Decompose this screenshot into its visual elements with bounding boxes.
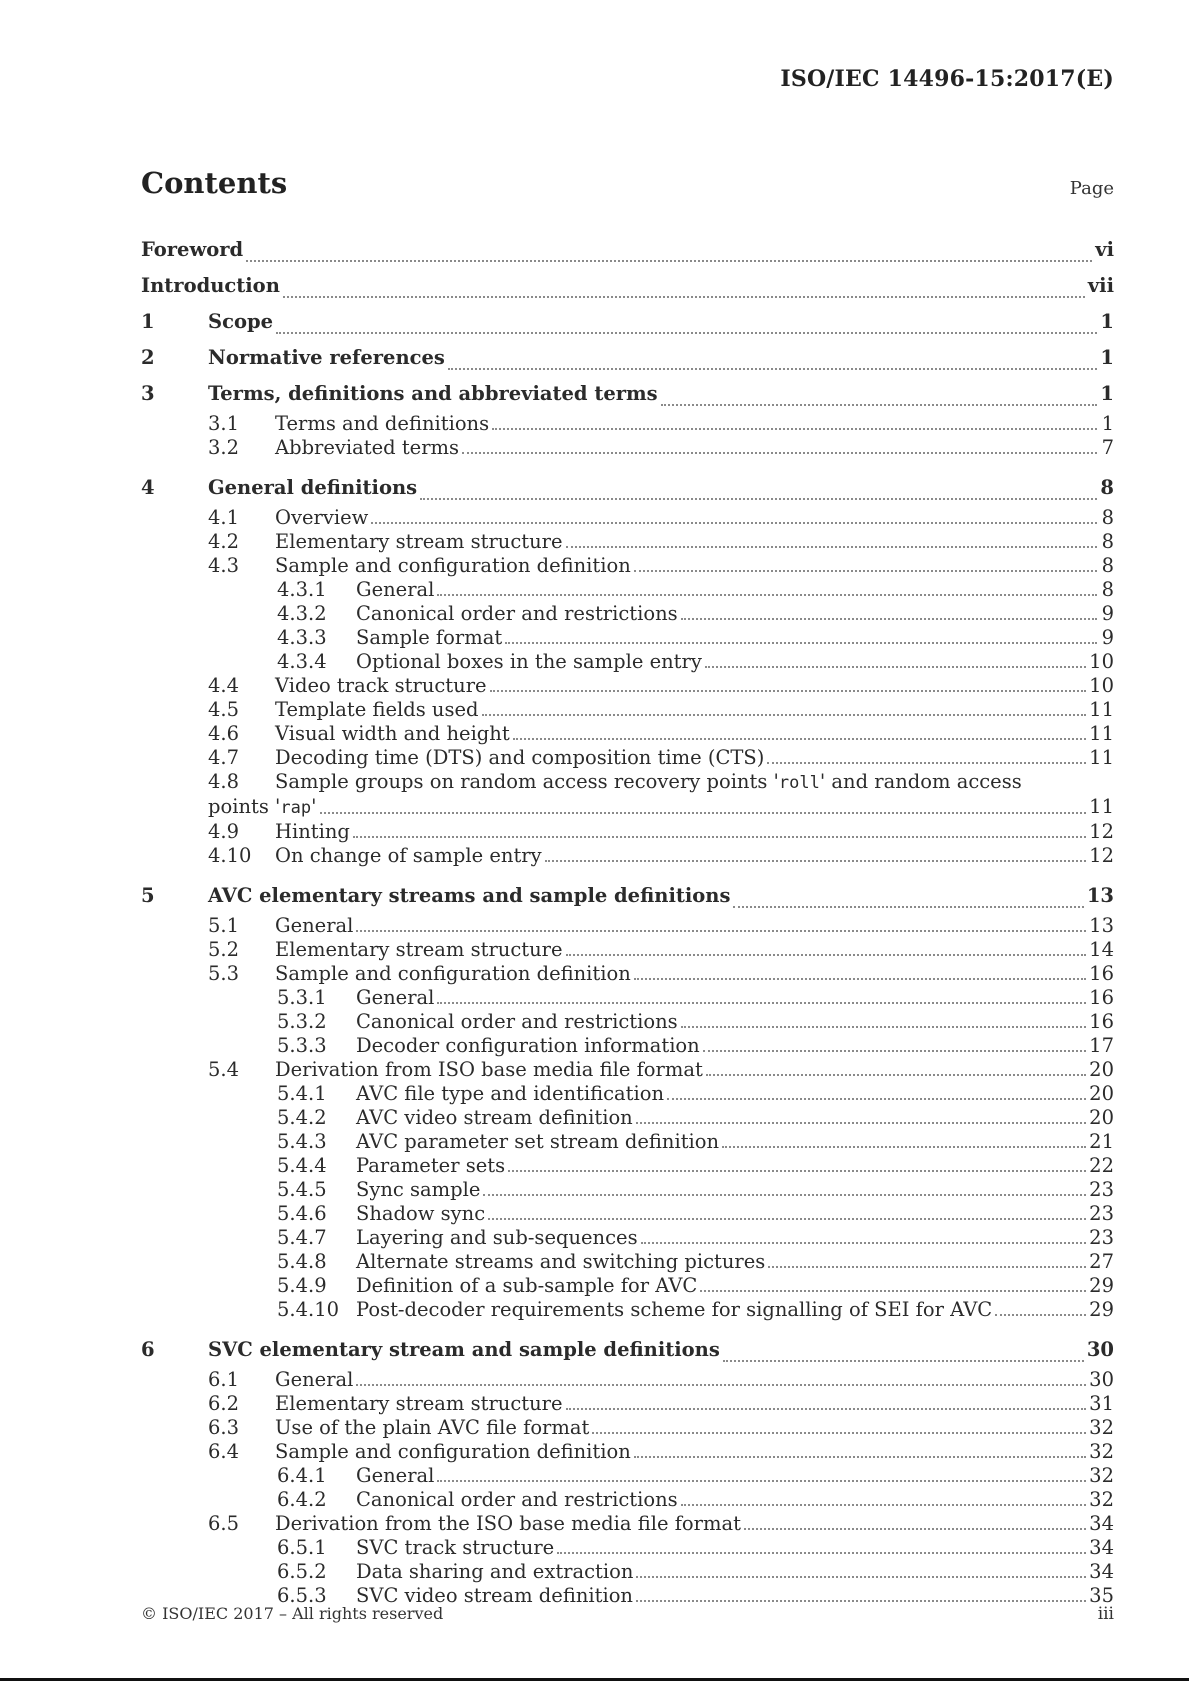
dot-leader	[492, 427, 1097, 430]
toc-entry-title: AVC elementary streams and sample definitions	[208, 884, 731, 907]
toc-entry-number: 4.2	[208, 530, 240, 553]
toc-entry-number: 6.5.1	[277, 1536, 327, 1559]
toc-entry-page: 30	[1089, 1368, 1114, 1391]
toc-entry-number: 5.3.3	[277, 1034, 327, 1057]
toc-entry-title: Data sharing and extraction	[356, 1560, 634, 1583]
toc-entry-title: Sample format	[356, 626, 503, 649]
toc-entry-page: 20	[1089, 1058, 1114, 1081]
dot-leader	[592, 1431, 1086, 1434]
toc-entry-4-9[interactable]	[141, 820, 1114, 844]
toc-entry-1[interactable]	[141, 304, 1114, 340]
dot-leader	[437, 593, 1097, 596]
toc-entry-number: 5.4.1	[277, 1082, 327, 1105]
toc-entry-5-3[interactable]	[141, 962, 1114, 986]
dot-leader	[566, 545, 1097, 548]
toc-entry-page: 10	[1089, 674, 1114, 697]
toc-entry-number: 6.3	[208, 1416, 240, 1439]
dot-leader	[490, 689, 1087, 692]
toc-entry-4-7[interactable]	[141, 746, 1114, 770]
toc-entry-number: 1	[141, 310, 155, 333]
toc-entry-3-1[interactable]	[141, 412, 1114, 436]
toc-entry-page: 30	[1086, 1338, 1114, 1361]
toc-entry-title: AVC file type and identification	[356, 1082, 665, 1105]
toc-entry-title: Scope	[208, 310, 274, 333]
toc-entry-title: General	[275, 914, 354, 937]
dot-leader	[505, 641, 1097, 644]
toc-entry-title: SVC elementary stream and sample definitions	[208, 1338, 720, 1361]
toc-entry-page: vi	[1095, 238, 1114, 261]
toc-entry-number: 5.2	[208, 938, 240, 961]
toc-entry-number: 5.1	[208, 914, 240, 937]
dot-leader	[744, 1527, 1086, 1530]
toc-entry-5-4-9[interactable]	[141, 1274, 1114, 1298]
toc-entry-title: Use of the plain AVC file format	[275, 1416, 590, 1439]
dot-leader	[733, 905, 1083, 908]
toc-entry-page: 1	[1100, 346, 1114, 369]
dot-leader	[681, 617, 1097, 620]
toc-entry-5-4[interactable]	[141, 1058, 1114, 1082]
dot-leader	[488, 1217, 1086, 1220]
toc-entry-number: 4.6	[208, 722, 240, 745]
toc-entry-number: 5	[141, 884, 155, 907]
toc-entry-page: 13	[1086, 884, 1114, 907]
dot-leader	[634, 1455, 1086, 1458]
dot-leader	[636, 1599, 1086, 1602]
toc-entry-title: Optional boxes in the sample entry	[356, 650, 702, 673]
toc-entry-4[interactable]	[141, 470, 1114, 506]
toc-entry-title: Terms and definitions	[275, 412, 490, 435]
toc-entry-6-4[interactable]	[141, 1440, 1114, 1464]
toc-entry-number: 5.4.2	[277, 1106, 327, 1129]
dot-leader	[437, 1479, 1086, 1482]
toc-entry-title-text: ' and random access	[819, 770, 1022, 793]
toc-entry-number: 3.1	[208, 412, 240, 435]
toc-entry-title: General definitions	[208, 476, 418, 499]
page-column-label: Page	[1069, 178, 1114, 199]
toc-entry-4-10[interactable]	[141, 844, 1114, 868]
toc-entry-page: 34	[1089, 1536, 1114, 1559]
code-roll: roll	[778, 773, 820, 793]
toc-entry-title: Sample and configuration definition	[275, 962, 631, 985]
toc-entry-title: Alternate streams and switching pictures	[356, 1250, 766, 1273]
toc-entry-number: 5.4.4	[277, 1154, 327, 1177]
toc-entry-page: 8	[1100, 476, 1114, 499]
toc-entry-number: 4.5	[208, 698, 240, 721]
toc-entry-title: Canonical order and restrictions	[356, 1010, 678, 1033]
toc-entry-page: 12	[1089, 820, 1114, 843]
toc-entry-number: 6.1	[208, 1368, 240, 1391]
toc-entry-5-4-6[interactable]	[141, 1202, 1114, 1226]
toc-entry-title: Post-decoder requirements scheme for signalling of SEI for AVC	[356, 1298, 993, 1321]
toc-entry-title: Parameter sets	[356, 1154, 506, 1177]
toc-entry-6-3[interactable]	[141, 1416, 1114, 1440]
toc-entry-number: 4.10	[208, 844, 252, 867]
toc-entry-number: 6.5.2	[277, 1560, 327, 1583]
dot-leader	[246, 259, 1092, 262]
toc-entry-page: 16	[1089, 986, 1114, 1009]
toc-entry-page: 16	[1089, 1010, 1114, 1033]
toc-entry-5-1[interactable]	[141, 914, 1114, 938]
toc-entry-title: Template fields used	[275, 698, 479, 721]
toc-entry-number: 5.3.1	[277, 986, 327, 1009]
toc-entry-title: Elementary stream structure	[275, 530, 563, 553]
toc-entry-title: Decoder configuration information	[356, 1034, 700, 1057]
toc-entry-4-3-2[interactable]	[141, 602, 1114, 626]
dot-leader	[703, 1049, 1086, 1052]
toc-entry-number: 4.3.4	[277, 650, 327, 673]
toc-entry-page: 29	[1089, 1298, 1114, 1321]
dot-leader	[356, 1383, 1086, 1386]
toc-entry-title: Normative references	[208, 346, 445, 369]
toc-entry-title: General	[356, 578, 435, 601]
toc-entry-page: 20	[1089, 1106, 1114, 1129]
toc-entry-number: 5.4.9	[277, 1274, 327, 1297]
toc-entry-page: 11	[1089, 722, 1114, 745]
toc-entry-5-3-3[interactable]	[141, 1034, 1114, 1058]
toc-entry-4-6[interactable]	[141, 722, 1114, 746]
toc-entry-page: 12	[1089, 844, 1114, 867]
dot-leader	[448, 367, 1097, 370]
dot-leader	[636, 1121, 1086, 1124]
toc-entry-page: 11	[1089, 795, 1114, 818]
toc-entry-title: Elementary stream structure	[275, 1392, 563, 1415]
toc-entry-title: Abbreviated terms	[275, 436, 460, 459]
toc-entry-page: 31	[1089, 1392, 1114, 1415]
toc-entry-6-4-2[interactable]	[141, 1488, 1114, 1512]
toc-entry-page: 1	[1100, 382, 1114, 405]
toc-entry-title: Derivation from the ISO base media file format	[275, 1512, 741, 1535]
toc-entry-title: Elementary stream structure	[275, 938, 563, 961]
toc-entry-number: 5.4	[208, 1058, 240, 1081]
toc-entry-4-8[interactable]	[141, 770, 1114, 820]
dot-leader	[995, 1313, 1086, 1316]
dot-leader	[681, 1025, 1087, 1028]
toc-entry-title: SVC track structure	[356, 1536, 555, 1559]
dot-leader	[353, 835, 1086, 838]
toc-entry-number: 4	[141, 476, 155, 499]
toc-entry-title: General	[356, 1464, 435, 1487]
dot-leader	[681, 1503, 1087, 1506]
toc-entry-2[interactable]	[141, 340, 1114, 376]
page-number: iii	[1097, 1604, 1114, 1624]
page-title: Contents	[141, 166, 288, 200]
toc-entry-title: Introduction	[141, 274, 280, 297]
toc-entry-title-continued	[208, 795, 317, 820]
toc-entry-page: 16	[1089, 962, 1114, 985]
toc-entry-title: Shadow sync	[356, 1202, 486, 1225]
dot-leader	[482, 713, 1087, 716]
toc-entry-page: 23	[1089, 1202, 1114, 1225]
toc-entry-page: 9	[1101, 626, 1114, 649]
toc-entry-page: 11	[1089, 746, 1114, 769]
toc-entry-5-4-10[interactable]	[141, 1298, 1114, 1322]
toc-entry-6-2[interactable]	[141, 1392, 1114, 1416]
toc-entry-title: Sync sample	[356, 1178, 481, 1201]
dot-leader	[462, 451, 1097, 454]
toc-entry-4-3-3[interactable]	[141, 626, 1114, 650]
toc-entry-page: 13	[1089, 914, 1114, 937]
toc-entry-number: 6.2	[208, 1392, 240, 1415]
toc-entry-title: Definition of a sub-sample for AVC	[356, 1274, 698, 1297]
toc-entry-title: Canonical order and restrictions	[356, 602, 678, 625]
toc-entry-4-5[interactable]	[141, 698, 1114, 722]
toc-entry-page: 34	[1089, 1560, 1114, 1583]
toc-entry-page: 32	[1089, 1488, 1114, 1511]
toc-entry-page: 32	[1089, 1440, 1114, 1463]
toc-entry-number: 4.7	[208, 746, 240, 769]
dot-leader	[483, 1193, 1086, 1196]
toc-entry-title-text: '	[311, 795, 317, 818]
toc-entry-4-2[interactable]	[141, 530, 1114, 554]
toc-entry-number: 4.1	[208, 506, 240, 529]
toc-entry-number: 4.8	[208, 770, 240, 793]
toc-entry-title: Layering and sub-sequences	[356, 1226, 638, 1249]
toc-entry-number: 5.3	[208, 962, 240, 985]
toc-entry-page: 10	[1089, 650, 1114, 673]
toc-entry-4-3[interactable]	[141, 554, 1114, 578]
dot-leader	[661, 403, 1097, 406]
toc-entry-number: 6.5	[208, 1512, 240, 1535]
toc-entry-4-3-4[interactable]	[141, 650, 1114, 674]
toc-entry-page: 22	[1089, 1154, 1114, 1177]
toc-entry-number: 5.4.8	[277, 1250, 327, 1273]
dot-leader	[437, 1001, 1086, 1004]
toc-entry-number: 5.4.10	[277, 1298, 340, 1321]
toc-entry-5-4-4[interactable]	[141, 1154, 1114, 1178]
toc-entry-4-4[interactable]	[141, 674, 1114, 698]
toc-entry-5-4-1[interactable]	[141, 1082, 1114, 1106]
toc-entry-title: Sample and configuration definition	[275, 554, 631, 577]
toc-entry-3[interactable]	[141, 376, 1114, 412]
toc-entry-6-5[interactable]	[141, 1512, 1114, 1536]
dot-leader	[508, 1169, 1086, 1172]
toc-entry-number: 5.4.6	[277, 1202, 327, 1225]
toc-entry-number: 5.4.3	[277, 1130, 327, 1153]
dot-leader	[667, 1097, 1086, 1100]
toc-entry-5-3-1[interactable]	[141, 986, 1114, 1010]
toc-entry-introduction[interactable]	[141, 268, 1114, 304]
toc-entry-5-3-2[interactable]	[141, 1010, 1114, 1034]
toc-entry-page: 23	[1089, 1178, 1114, 1201]
dot-leader	[706, 1073, 1086, 1076]
document-id: ISO/IEC 14496-15:2017(E)	[780, 66, 1114, 92]
toc-entry-page: 29	[1089, 1274, 1114, 1297]
toc-entry-title: On change of sample entry	[275, 844, 542, 867]
toc-entry-5-4-3[interactable]	[141, 1130, 1114, 1154]
toc-entry-6-1[interactable]	[141, 1368, 1114, 1392]
code-rap: rap	[280, 798, 312, 818]
toc-entry-4-1[interactable]	[141, 506, 1114, 530]
toc-entry-title	[275, 770, 1022, 795]
table-of-contents	[141, 232, 1114, 1608]
toc-entry-page: 32	[1089, 1416, 1114, 1439]
toc-entry-title: Visual width and height	[275, 722, 510, 745]
toc-entry-page: vii	[1087, 274, 1114, 297]
toc-entry-6-4-1[interactable]	[141, 1464, 1114, 1488]
dot-leader	[356, 929, 1086, 932]
toc-entry-title: AVC parameter set stream definition	[356, 1130, 720, 1153]
toc-entry-page: 21	[1089, 1130, 1114, 1153]
toc-entry-6[interactable]	[141, 1332, 1114, 1368]
toc-entry-title: Video track structure	[275, 674, 487, 697]
dot-leader	[283, 295, 1085, 298]
dot-leader	[634, 977, 1086, 980]
toc-entry-5-4-8[interactable]	[141, 1250, 1114, 1274]
toc-entry-5-4-5[interactable]	[141, 1178, 1114, 1202]
toc-entry-title: Terms, definitions and abbreviated terms	[208, 382, 658, 405]
toc-entry-5-2[interactable]	[141, 938, 1114, 962]
toc-entry-6-5-1[interactable]	[141, 1536, 1114, 1560]
toc-entry-page: 8	[1101, 554, 1114, 577]
dot-leader	[767, 761, 1086, 764]
toc-entry-page: 34	[1089, 1512, 1114, 1535]
toc-entry-number: 6	[141, 1338, 155, 1361]
dot-leader	[513, 737, 1086, 740]
dot-leader	[276, 331, 1097, 334]
toc-entry-title: Derivation from ISO base media file format	[275, 1058, 703, 1081]
toc-entry-number: 3	[141, 382, 155, 405]
toc-entry-page: 35	[1089, 1584, 1114, 1607]
toc-entry-number: 4.3	[208, 554, 240, 577]
toc-entry-number: 6.5.3	[277, 1584, 327, 1607]
toc-entry-number: 6.4.2	[277, 1488, 327, 1511]
toc-entry-5-4-2[interactable]	[141, 1106, 1114, 1130]
toc-entry-page: 8	[1101, 506, 1114, 529]
toc-entry-page: 8	[1101, 578, 1114, 601]
toc-entry-page: 17	[1089, 1034, 1114, 1057]
toc-entry-title: Overview	[275, 506, 369, 529]
toc-entry-title: Foreword	[141, 238, 244, 261]
dot-leader	[371, 521, 1097, 524]
toc-entry-number: 6.4	[208, 1440, 240, 1463]
toc-entry-page: 1	[1101, 412, 1114, 435]
toc-entry-page: 11	[1089, 698, 1114, 721]
toc-entry-title-text: Sample groups on random access recovery points '	[275, 770, 779, 793]
toc-entry-page: 23	[1089, 1226, 1114, 1249]
toc-entry-number: 3.2	[208, 436, 240, 459]
toc-entry-foreword[interactable]	[141, 232, 1114, 268]
toc-entry-number: 5.4.5	[277, 1178, 327, 1201]
dot-leader	[768, 1265, 1086, 1268]
toc-entry-number: 2	[141, 346, 155, 369]
copyright-notice: © ISO/IEC 2017 – All rights reserved	[141, 1604, 444, 1623]
toc-entry-number: 6.4.1	[277, 1464, 327, 1487]
toc-entry-title: Sample and configuration definition	[275, 1440, 631, 1463]
toc-entry-page: 8	[1101, 530, 1114, 553]
toc-entry-5-4-7[interactable]	[141, 1226, 1114, 1250]
toc-entry-page: 27	[1089, 1250, 1114, 1273]
toc-entry-3-2[interactable]	[141, 436, 1114, 460]
toc-entry-page: 20	[1089, 1082, 1114, 1105]
toc-entry-number: 4.3.2	[277, 602, 327, 625]
toc-entry-title: SVC video stream definition	[356, 1584, 633, 1607]
toc-entry-page: 14	[1089, 938, 1114, 961]
toc-entry-page: 9	[1101, 602, 1114, 625]
dot-leader	[700, 1289, 1086, 1292]
toc-entry-title: Canonical order and restrictions	[356, 1488, 678, 1511]
toc-entry-page: 1	[1100, 310, 1114, 333]
toc-entry-title-text: points '	[208, 795, 281, 818]
toc-entry-6-5-2[interactable]	[141, 1560, 1114, 1584]
dot-leader	[636, 1575, 1086, 1578]
toc-entry-title: AVC video stream definition	[356, 1106, 633, 1129]
toc-entry-number: 4.3.1	[277, 578, 327, 601]
toc-entry-title: General	[356, 986, 435, 1009]
toc-entry-4-3-1[interactable]	[141, 578, 1114, 602]
toc-entry-title: Decoding time (DTS) and composition time (CTS)	[275, 746, 765, 769]
dot-leader	[723, 1359, 1084, 1362]
dot-leader	[320, 811, 1087, 814]
toc-entry-title: General	[275, 1368, 354, 1391]
dot-leader	[566, 1407, 1087, 1410]
toc-entry-page: 32	[1089, 1464, 1114, 1487]
dot-leader	[641, 1241, 1087, 1244]
toc-entry-number: 5.4.7	[277, 1226, 327, 1249]
dot-leader	[545, 859, 1087, 862]
toc-entry-number: 4.4	[208, 674, 240, 697]
dot-leader	[557, 1551, 1086, 1554]
toc-entry-title: Hinting	[275, 820, 350, 843]
dot-leader	[420, 497, 1097, 500]
dot-leader	[705, 665, 1086, 668]
toc-entry-number: 4.3.3	[277, 626, 327, 649]
dot-leader	[566, 953, 1087, 956]
dot-leader	[634, 569, 1097, 572]
toc-entry-page: 7	[1101, 436, 1114, 459]
toc-entry-5[interactable]	[141, 878, 1114, 914]
dot-leader	[722, 1145, 1086, 1148]
toc-entry-number: 5.3.2	[277, 1010, 327, 1033]
toc-entry-number: 4.9	[208, 820, 240, 843]
